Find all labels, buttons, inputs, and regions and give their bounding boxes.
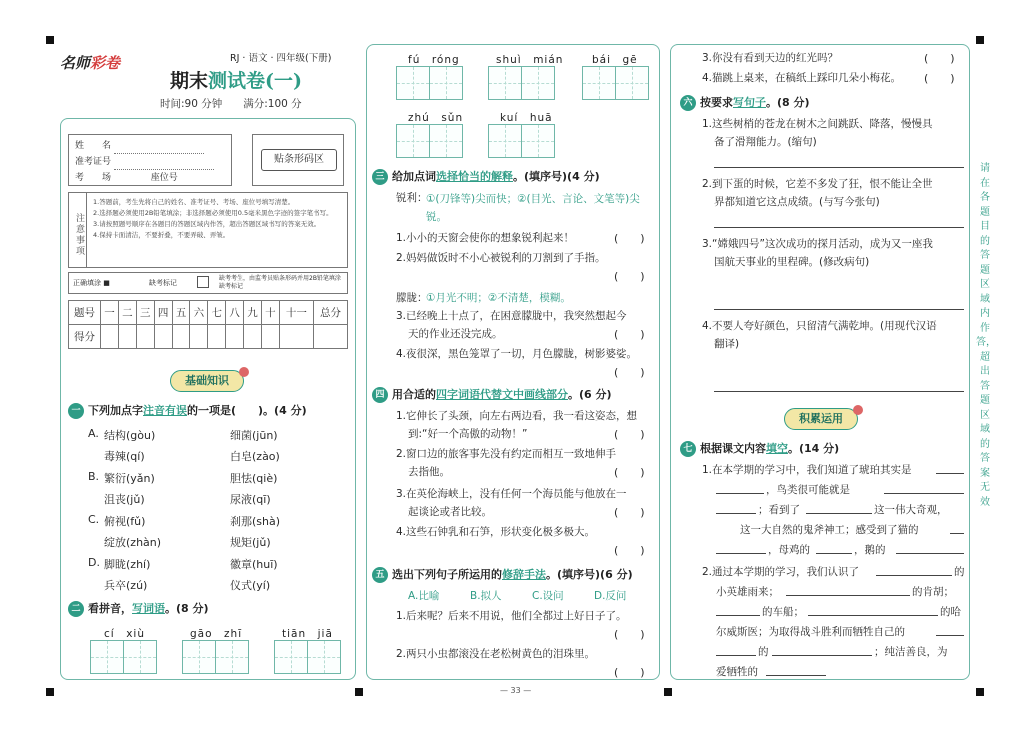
score-col: 二	[118, 301, 136, 325]
option-word: 毒辣(qí)	[104, 450, 145, 463]
question-item: 3.你没有看到天边的红光吗？	[702, 52, 839, 64]
fill-text: 2.通过本学期的学习，我们认识了	[702, 566, 860, 578]
writing-grid[interactable]	[582, 66, 647, 100]
answer-paren[interactable]: ( )	[614, 666, 645, 679]
question-number-icon: 七	[680, 441, 696, 457]
question-item: 2.窗口边的旅客事先没有约定而相互一致地伸手	[396, 448, 617, 460]
question-number-icon: 五	[372, 567, 388, 583]
option-letter: D.	[88, 556, 100, 569]
definition-options: ①(刀锋等)尖而快；②(目光、言论、文笔等)尖锐。	[426, 193, 640, 223]
name-field[interactable]	[114, 144, 204, 154]
rhetoric-option: C.设问	[532, 590, 564, 602]
question-item: 到:“好一个高傲的动物！”	[408, 428, 528, 440]
notice-box	[68, 192, 348, 268]
pinyin-label: zhú sǔn	[408, 112, 464, 124]
score-table	[68, 300, 348, 349]
question-item: 2.妈妈做饭时不小心被锐利的刀割到了手指。	[396, 252, 606, 264]
answer-line[interactable]	[714, 216, 964, 228]
id-label: 准考证号	[75, 157, 112, 167]
blank[interactable]	[876, 564, 952, 576]
score-col: 六	[190, 301, 208, 325]
answer-paren[interactable]: ( )	[614, 466, 645, 479]
answer-paren[interactable]: ( )	[614, 544, 645, 557]
score-cell[interactable]	[314, 325, 348, 349]
question-item: 2.到下蛋的时候，它差不多发了狂，恨不能让全世	[702, 178, 933, 190]
answer-paren[interactable]: ( )	[924, 52, 955, 65]
answer-paren[interactable]: ( )	[924, 72, 955, 85]
score-cell[interactable]	[154, 325, 172, 349]
answer-paren[interactable]: ( )	[614, 628, 645, 641]
pinyin-label: bái gē	[592, 54, 638, 66]
answer-paren[interactable]: ( )	[614, 506, 645, 519]
score-col: 四	[154, 301, 172, 325]
pinyin-label: tiān jiā	[282, 628, 333, 640]
rhetoric-option: D.反问	[594, 590, 627, 602]
question-item: 天的作业还没完成。	[408, 328, 503, 340]
option-word: 俯视(fǔ)	[104, 515, 146, 528]
fill-text: ，鸟类很可能就是	[766, 484, 850, 496]
answer-paren[interactable]: ( )	[614, 232, 645, 245]
question-7-heading: 七 根据课文内容填空。(14 分)	[680, 440, 839, 457]
name-label: 姓 名	[75, 141, 112, 151]
question-item: 2.两只小虫都滚没在老松树黄色的泪珠里。	[396, 648, 596, 660]
question-item: 1.后来呢？后来不用说，他们全都过上好日子了。	[396, 610, 627, 622]
option-word: 繁衍(yǎn)	[104, 472, 155, 485]
fill-text: 的	[954, 566, 965, 578]
fill-text: 的肯胡；	[912, 586, 954, 598]
definition-label: 朦胧：	[396, 292, 428, 304]
option-word: 脚眬(zhí)	[104, 558, 151, 571]
option-word: 徽章(huī)	[230, 558, 278, 571]
fill-text: ，鹅的	[854, 544, 886, 556]
definition-options: ①月光不明；②不清楚，模糊。	[426, 292, 571, 304]
registration-mark	[46, 688, 54, 696]
definition-label: 锐利：	[396, 192, 428, 204]
notice-line: 1.答题前，考生先将自己的姓名、准考证号、考场、座位号填写清楚。	[93, 198, 295, 206]
score-col: 五	[172, 301, 190, 325]
page-number: — 33 —	[500, 686, 532, 695]
blank[interactable]	[716, 644, 756, 656]
registration-mark	[976, 688, 984, 696]
option-word: 刹那(shà)	[230, 515, 281, 528]
question-item: 1.这些树梢的苍龙在树木之间跳跃、降落，慢慢具	[702, 118, 933, 130]
score-cell[interactable]	[190, 325, 208, 349]
question-item: 1.它伸长了头颈，向左右两边看，我一看这姿态，想	[396, 410, 638, 422]
fill-text: 的	[758, 646, 769, 658]
pinyin-label: kuí huā	[500, 112, 553, 124]
question-item: 3.“嫦娥四号”这次成功的探月活动，成为又一座我	[702, 238, 933, 250]
blank[interactable]	[896, 542, 964, 554]
option-word: 兵卒(zú)	[104, 579, 148, 592]
question-item: 4.这些石钟乳和石笋，形状变化极多极大。	[396, 526, 596, 538]
question-item: 备了滑翔能力。(缩句)	[714, 136, 817, 148]
blank[interactable]	[716, 542, 766, 554]
score-row-label: 题号	[69, 301, 101, 325]
notice-label: 注意事项	[69, 193, 87, 267]
rhetoric-option: B.拟人	[470, 590, 502, 602]
pinyin-label: shuì mián	[496, 54, 564, 66]
fill-text: 的车船；	[762, 606, 804, 618]
blank[interactable]	[950, 522, 964, 534]
question-number-icon: 六	[680, 95, 696, 111]
writing-grid[interactable]	[488, 124, 553, 158]
brand-logo: 名师彩卷	[60, 54, 121, 72]
section-badge-basics: 基础知识	[170, 370, 244, 392]
score-cell[interactable]	[136, 325, 154, 349]
option-word: 沮丧(jǔ)	[104, 493, 145, 506]
blank[interactable]	[816, 542, 852, 554]
option-word: 胆怯(qiè)	[230, 472, 278, 485]
absent-checkbox[interactable]	[197, 276, 209, 288]
blank[interactable]	[936, 462, 964, 474]
blank[interactable]	[806, 502, 872, 514]
question-item: 3.已经晚上十点了，在困意朦胧中，我突然想起今	[396, 310, 627, 322]
grade-label: RJ · 语文 · 四年级(下册)	[230, 53, 332, 64]
fill-text: ；看到了	[758, 504, 800, 516]
option-word: 尿液(qī)	[230, 493, 271, 506]
seat-label: 座位号	[150, 173, 178, 183]
question-item: 界都知道它这点成绩。(与写今张句)	[714, 196, 880, 208]
option-word: 绽放(zhàn)	[104, 536, 162, 549]
fill-text: 爱牺牲的	[716, 666, 758, 678]
score-cell[interactable]	[208, 325, 226, 349]
blank[interactable]	[772, 644, 872, 656]
question-5-heading: 五 选出下列句子所运用的修辞手法。(填序号)(6 分)	[372, 566, 633, 583]
score-cell[interactable]	[101, 325, 119, 349]
option-letter: C.	[88, 513, 100, 526]
answer-line[interactable]	[714, 380, 964, 392]
fill-text: 这一大自然的鬼斧神工；感受到了猫的	[740, 524, 919, 536]
registration-mark	[976, 36, 984, 44]
fill-text: 这一伟大奇观，	[874, 504, 948, 516]
question-item: 翻译)	[714, 338, 740, 350]
question-2-heading: 二 看拼音，写词语。(8 分)	[68, 600, 209, 617]
pinyin-label: fú róng	[408, 54, 460, 66]
answer-paren[interactable]: ( )	[614, 428, 645, 441]
room-label: 考 场	[75, 173, 112, 183]
question-6-heading: 六 按要求写句子。(8 分)	[680, 94, 810, 111]
option-word: 仪式(yí)	[230, 579, 271, 592]
writing-grid[interactable]	[396, 66, 461, 100]
side-warning-text: 请在各题目的答题区域内作答，超出答题区域的答案无效	[976, 163, 996, 508]
writing-grid[interactable]	[182, 640, 247, 674]
score-cell[interactable]	[118, 325, 136, 349]
barcode-label: 贴条形码区	[261, 149, 337, 171]
option-word: 结构(gòu)	[104, 429, 156, 442]
score-col: 一	[101, 301, 119, 325]
question-item: 国航天事业的里程碑。(修改病句)	[714, 256, 870, 268]
room-field[interactable]	[114, 176, 148, 186]
score-col: 三	[136, 301, 154, 325]
question-item: 去指他。	[408, 466, 450, 478]
exam-info: 时间:90 分钟 满分:100 分	[160, 98, 302, 110]
question-item: 1.小小的天窗会使你的想象锐利起来！	[396, 232, 575, 244]
question-1-heading: 一 下列加点字注音有误的一项是( )。(4 分)	[68, 402, 307, 419]
answer-line[interactable]	[714, 298, 964, 310]
score-value-row	[69, 325, 348, 349]
question-number-icon: 二	[68, 601, 84, 617]
question-item: 3.在英伦海峡上，没有任何一个海员能与他放在一	[396, 488, 627, 500]
answer-paren[interactable]: ( )	[614, 328, 645, 341]
blank[interactable]	[766, 664, 826, 676]
option-letter: A.	[88, 427, 99, 440]
score-header-row	[69, 301, 348, 325]
score-col: 八	[226, 301, 244, 325]
option-word: 细菌(jūn)	[230, 429, 278, 442]
fill-text: 的哈	[940, 606, 961, 618]
seat-field[interactable]	[181, 176, 215, 186]
fill-text: ；纯洁善良，为	[874, 646, 948, 658]
registration-mark	[46, 36, 54, 44]
pinyin-label: gāo zhī	[190, 628, 243, 640]
fill-example: 正确填涂 ■	[73, 279, 110, 287]
pinyin-label: cí xiù	[104, 628, 145, 640]
score-col: 九	[244, 301, 262, 325]
fill-text: ，母鸡的	[768, 544, 810, 556]
question-number-icon: 一	[68, 403, 84, 419]
score-row-label: 得分	[69, 325, 101, 349]
answer-line[interactable]	[714, 156, 964, 168]
writing-grid[interactable]	[488, 66, 553, 100]
question-item: 4.不要人夸好颜色，只留清气满乾坤。(用现代汉语	[702, 320, 937, 332]
notice-line: 3.请按照题号顺序在各题目的答题区域内作答，超出答题区域书写的答案无效。	[93, 220, 321, 228]
section-badge-application: 积累运用	[784, 408, 858, 430]
score-cell[interactable]	[244, 325, 262, 349]
fill-example-row	[68, 272, 348, 294]
blank[interactable]	[786, 584, 910, 596]
registration-mark	[355, 688, 363, 696]
absent-note: 缺考考生，由监考员贴条形码并用2B铅笔填涂缺考标记	[219, 275, 341, 290]
score-col: 十一	[279, 301, 313, 325]
student-info-box	[68, 134, 232, 186]
question-4-heading: 四 用合适的四字词语代替文中画线部分。(6 分)	[372, 386, 612, 403]
blank[interactable]	[884, 482, 964, 494]
answer-paren[interactable]: ( )	[614, 366, 645, 379]
fill-text: 1.在本学期的学习中，我们知道了琥珀其实是	[702, 464, 912, 476]
writing-grid[interactable]	[90, 640, 155, 674]
question-item: 4.猫跳上桌来，在稿纸上踩印几朵小梅花。	[702, 72, 902, 84]
score-cell[interactable]	[261, 325, 279, 349]
rhetoric-option: A.比喻	[408, 590, 440, 602]
score-col: 总分	[314, 301, 348, 325]
score-cell[interactable]	[279, 325, 313, 349]
option-word: 规矩(jǔ)	[230, 536, 271, 549]
registration-mark	[664, 688, 672, 696]
question-3-heading: 三 给加点词选择恰当的解释。(填序号)(4 分)	[372, 168, 600, 185]
score-cell[interactable]	[226, 325, 244, 349]
blank[interactable]	[936, 624, 964, 636]
question-item: 4.夜很深，黑色笼罩了一切，月色朦胧，树影婆娑。	[396, 348, 638, 360]
question-item: 起谈论或者比较。	[408, 506, 492, 518]
absent-mark-label: 缺考标记	[149, 279, 177, 287]
score-cell[interactable]	[172, 325, 190, 349]
question-number-icon: 四	[372, 387, 388, 403]
question-number-icon: 三	[372, 169, 388, 185]
page-title: 期末测试卷(一)	[170, 70, 302, 92]
fill-text: 小英雄雨来；	[716, 586, 779, 598]
score-col: 十	[261, 301, 279, 325]
option-letter: B.	[88, 470, 100, 483]
blank[interactable]	[716, 604, 760, 616]
writing-grid[interactable]	[274, 640, 339, 674]
blank[interactable]	[716, 502, 756, 514]
notice-line: 4.保持卡面清洁，不要折叠，不要弄破、弄皱。	[93, 231, 230, 239]
writing-grid[interactable]	[396, 124, 461, 158]
blank[interactable]	[716, 482, 764, 494]
option-word: 白皂(zào)	[230, 450, 280, 463]
blank[interactable]	[808, 604, 938, 616]
barcode-area	[252, 134, 344, 186]
notice-line: 2.选择题必须使用2B铅笔填涂；非选择题必须使用0.5毫米黑色字迹的签字笔书写。	[93, 209, 333, 217]
answer-paren[interactable]: ( )	[614, 270, 645, 283]
score-col: 七	[208, 301, 226, 325]
id-field[interactable]	[114, 160, 214, 170]
fill-text: 尔威斯医；为取得战斗胜利而牺牲自己的	[716, 626, 905, 638]
